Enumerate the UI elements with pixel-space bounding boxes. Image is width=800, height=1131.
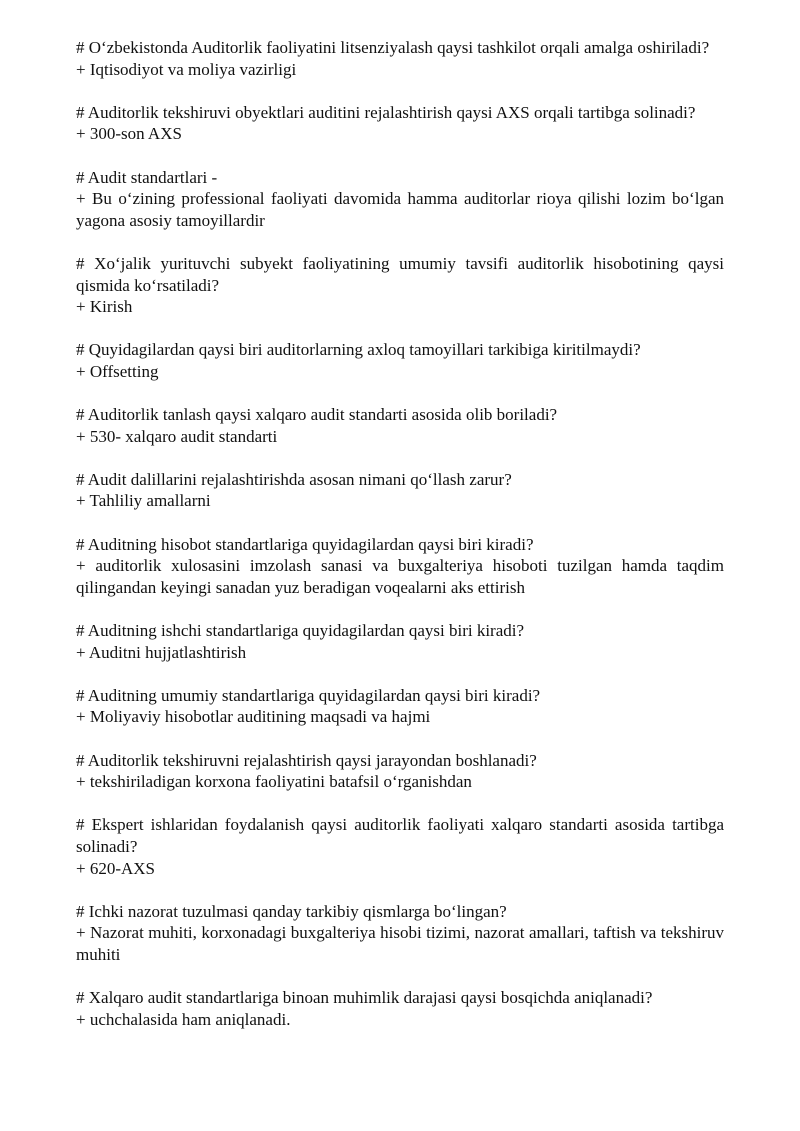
qa-item [76, 37, 724, 80]
qa-item [76, 253, 724, 318]
answer-text: + auditorlik xulosasini imzolash sanasi va buxgalteriya hisoboti tuzilgan hamda taqdim qilingandan keyingi sanadan yuz beradigan voqealarni aks ettirish [76, 556, 724, 597]
answer-text: + Iqtisodiyot va moliya vazirligi [76, 59, 297, 79]
answer-text: + Auditni hujjatlashtirish [76, 642, 247, 662]
question-text: # O‘zbekistonda Auditorlik faoliyatini litsenziyalash qaysi tashkilot orqali amalga oshiriladi? [76, 38, 710, 57]
question-text: # Quyidagilardan qaysi biri auditorlarning axloq tamoyillari tarkibiga kiritilmaydi? [76, 340, 641, 360]
qa-item [76, 102, 724, 145]
qa-item [76, 814, 724, 879]
question-text: # Auditorlik tanlash qaysi xalqaro audit standarti asosida olib boriladi? [76, 405, 558, 425]
question-text: # Ichki nazorat tuzulmasi qanday tarkibiy qismlarga bo‘lingan? [76, 901, 507, 921]
question-text: # Auditorlik tekshiruvni rejalashtirish qaysi jarayondan boshlanadi? [76, 750, 537, 770]
qa-item [76, 534, 724, 599]
question-text: # Auditning umumiy standartlariga quyidagilardan qaysi biri kiradi? [76, 685, 541, 705]
qa-item [76, 469, 724, 512]
answer-text: + Nazorat muhiti, korxonadagi buxgalteriya hisobi tizimi, nazorat amallari, taftish va tekshiruv muhiti [76, 923, 724, 964]
question-text: # Xalqaro audit standartlariga binoan muhimlik darajasi qaysi bosqichda aniqlanadi? [76, 988, 653, 1008]
answer-text: + 530- xalqaro audit standarti [76, 426, 278, 446]
question-text: # Ekspert ishlaridan foydalanish qaysi auditorlik faoliyati xalqaro standarti asosida tartibga solinadi? [76, 815, 724, 856]
qa-item [76, 620, 724, 663]
answer-text: + Kirish [76, 297, 133, 317]
answer-text: + 300-son AXS [76, 124, 182, 144]
answer-text: + Bu o‘zining professional faoliyati davomida hamma auditorlar rioya qilishi lozim bo‘lgan yagona asosiy tamoyillardir [76, 189, 724, 230]
question-text: # Auditorlik tekshiruvi obyektlari auditini rejalashtirish qaysi AXS orqali tartibga solinadi? [76, 102, 696, 122]
answer-text: + Offsetting [76, 361, 159, 381]
question-text: # Audit standartlari - [76, 167, 218, 187]
qa-item [76, 404, 724, 447]
qa-item [76, 901, 724, 966]
answer-text: + 620-AXS [76, 858, 156, 878]
question-text: # Auditning hisobot standartlariga quyidagilardan qaysi biri kiradi? [76, 534, 534, 554]
qa-item [76, 987, 724, 1030]
qa-item [76, 339, 724, 382]
qa-item [76, 750, 724, 793]
answer-text: + uchchalasida ham aniqlanadi. [76, 1009, 291, 1029]
document-page [76, 37, 724, 1052]
question-text: # Auditning ishchi standartlariga quyidagilardan qaysi biri kiradi? [76, 621, 525, 641]
question-text: # Xo‘jalik yurituvchi subyekt faoliyatining umumiy tavsifi auditorlik hisobotining qaysi qismida ko‘rsatiladi? [76, 253, 724, 295]
answer-text: + Tahliliy amallarni [76, 491, 211, 511]
qa-item [76, 685, 724, 728]
answer-text: + Moliyaviy hisobotlar auditining maqsadi va hajmi [76, 707, 431, 727]
question-text: # Audit dalillarini rejalashtirishda asosan nimani qo‘llash zarur? [76, 469, 512, 489]
answer-text: + tekshiriladigan korxona faoliyatini batafsil o‘rganishdan [76, 772, 472, 792]
qa-item [76, 167, 724, 232]
